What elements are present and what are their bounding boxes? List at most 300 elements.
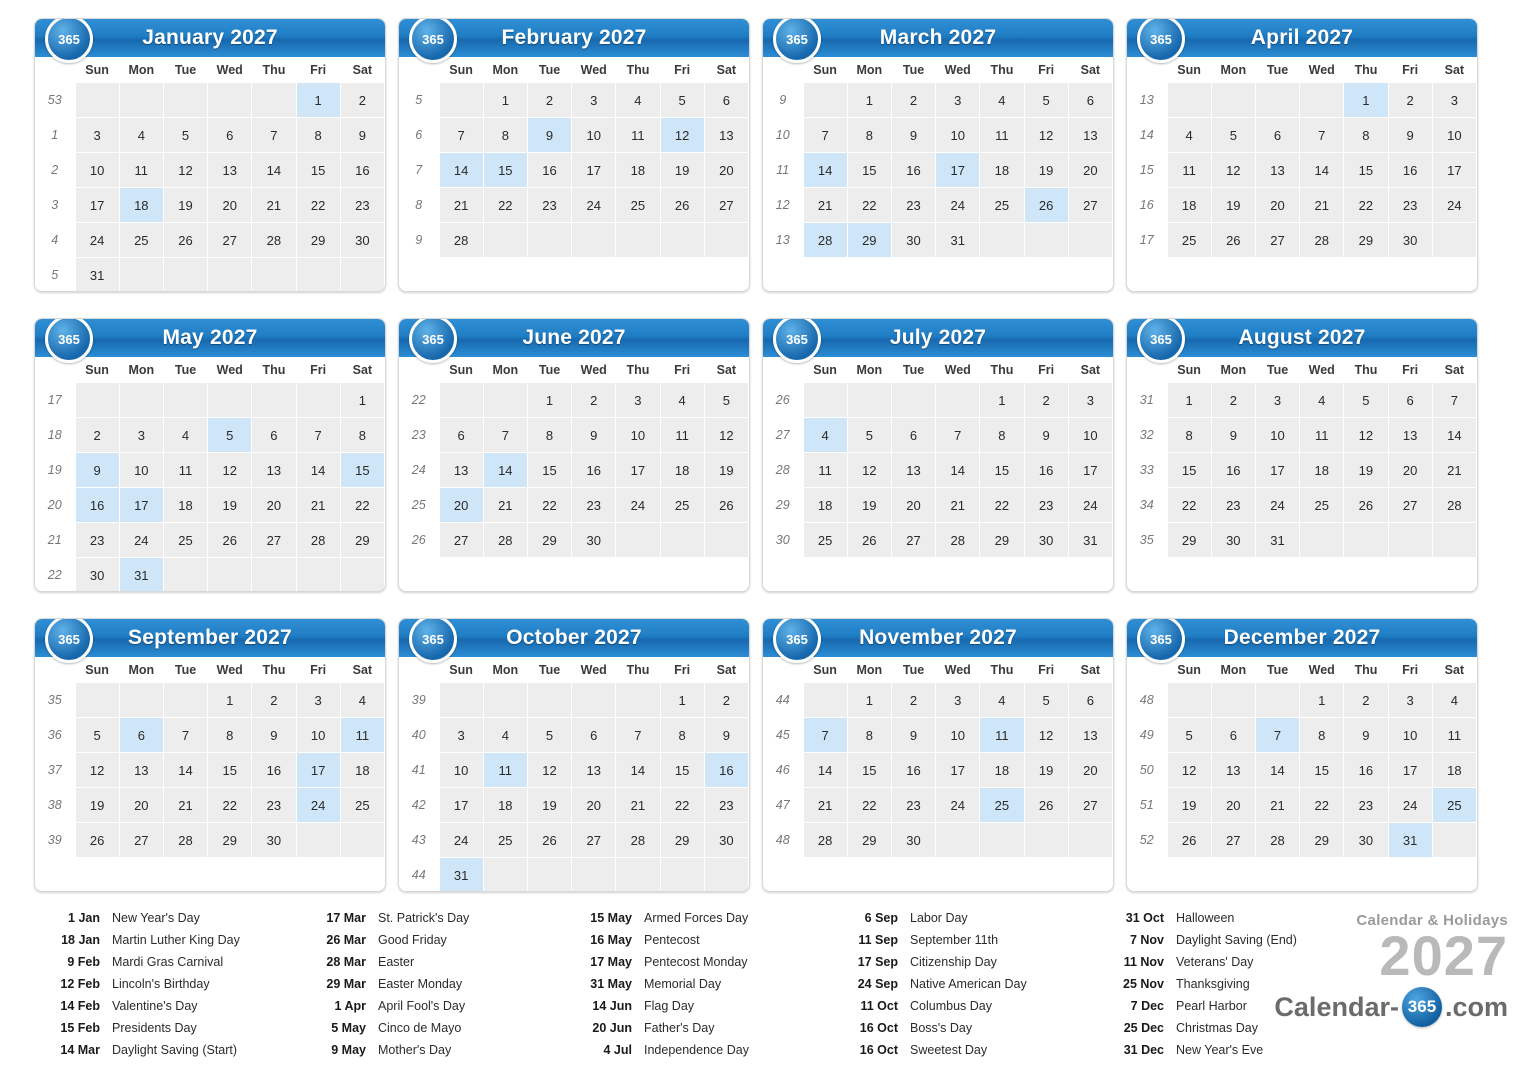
day-cell[interactable]: 12 xyxy=(1024,118,1068,153)
day-cell[interactable]: 26 xyxy=(208,523,252,558)
day-cell[interactable]: 18 xyxy=(340,753,384,788)
day-cell[interactable]: 27 xyxy=(208,223,252,258)
holiday-item[interactable] xyxy=(566,1040,818,1060)
day-cell[interactable]: 16 xyxy=(891,753,935,788)
day-cell[interactable]: 2 xyxy=(1024,383,1068,418)
day-cell[interactable]: 13 xyxy=(1388,418,1432,453)
day-cell[interactable]: 26 xyxy=(847,523,891,558)
day-cell[interactable]: 1 xyxy=(847,83,891,118)
holiday-item[interactable] xyxy=(566,996,818,1016)
day-cell[interactable]: 24 xyxy=(1068,488,1112,523)
day-cell[interactable]: 26 xyxy=(704,488,748,523)
day-cell[interactable]: 26 xyxy=(527,823,571,858)
day-cell[interactable]: 24 xyxy=(936,788,980,823)
day-cell[interactable]: 12 xyxy=(847,453,891,488)
day-cell[interactable]: 22 xyxy=(847,788,891,823)
day-cell[interactable]: 23 xyxy=(75,523,119,558)
day-cell[interactable]: 21 xyxy=(483,488,527,523)
day-cell[interactable]: 13 xyxy=(572,753,616,788)
day-cell[interactable]: 24 xyxy=(936,188,980,223)
day-cell[interactable]: 2 xyxy=(891,683,935,718)
day-cell-holiday[interactable]: 1 xyxy=(296,83,340,118)
day-cell[interactable]: 10 xyxy=(439,753,483,788)
day-cell[interactable]: 29 xyxy=(296,223,340,258)
day-cell[interactable]: 19 xyxy=(208,488,252,523)
holiday-item[interactable] xyxy=(566,930,818,950)
day-cell[interactable]: 28 xyxy=(803,823,847,858)
day-cell[interactable]: 4 xyxy=(980,83,1024,118)
day-cell[interactable]: 25 xyxy=(340,788,384,823)
day-cell-holiday[interactable]: 31 xyxy=(439,858,483,893)
day-cell[interactable]: 7 xyxy=(296,418,340,453)
day-cell[interactable]: 10 xyxy=(1388,718,1432,753)
day-cell[interactable]: 6 xyxy=(572,718,616,753)
day-cell[interactable]: 6 xyxy=(704,83,748,118)
day-cell[interactable]: 23 xyxy=(891,188,935,223)
day-cell[interactable]: 30 xyxy=(704,823,748,858)
day-cell[interactable]: 18 xyxy=(616,153,660,188)
day-cell[interactable]: 19 xyxy=(75,788,119,823)
day-cell[interactable]: 15 xyxy=(1344,153,1388,188)
day-cell[interactable]: 6 xyxy=(1388,383,1432,418)
day-cell[interactable]: 17 xyxy=(616,453,660,488)
day-cell[interactable]: 16 xyxy=(340,153,384,188)
day-cell[interactable]: 6 xyxy=(208,118,252,153)
day-cell[interactable]: 7 xyxy=(803,118,847,153)
day-cell[interactable]: 17 xyxy=(1255,453,1299,488)
day-cell[interactable]: 4 xyxy=(660,383,704,418)
day-cell[interactable]: 10 xyxy=(1068,418,1112,453)
day-cell[interactable]: 12 xyxy=(1211,153,1255,188)
day-cell[interactable]: 30 xyxy=(891,223,935,258)
day-cell[interactable]: 2 xyxy=(572,383,616,418)
day-cell[interactable]: 8 xyxy=(1300,718,1344,753)
day-cell[interactable]: 4 xyxy=(980,683,1024,718)
day-cell[interactable]: 4 xyxy=(616,83,660,118)
day-cell[interactable]: 14 xyxy=(616,753,660,788)
day-cell[interactable]: 25 xyxy=(980,188,1024,223)
day-cell[interactable]: 15 xyxy=(527,453,571,488)
day-cell[interactable]: 4 xyxy=(119,118,163,153)
day-cell[interactable]: 28 xyxy=(483,523,527,558)
holiday-item[interactable] xyxy=(34,1040,286,1060)
day-cell[interactable]: 29 xyxy=(527,523,571,558)
day-cell[interactable]: 6 xyxy=(1068,683,1112,718)
day-cell[interactable]: 20 xyxy=(572,788,616,823)
day-cell[interactable]: 18 xyxy=(1300,453,1344,488)
day-cell[interactable]: 3 xyxy=(1432,83,1476,118)
holiday-item[interactable] xyxy=(566,908,818,928)
day-cell[interactable]: 7 xyxy=(163,718,207,753)
day-cell[interactable]: 7 xyxy=(616,718,660,753)
day-cell[interactable]: 18 xyxy=(483,788,527,823)
day-cell-holiday[interactable]: 14 xyxy=(439,153,483,188)
day-cell[interactable]: 12 xyxy=(75,753,119,788)
day-cell[interactable]: 29 xyxy=(208,823,252,858)
day-cell[interactable]: 28 xyxy=(1255,823,1299,858)
day-cell[interactable]: 19 xyxy=(1211,188,1255,223)
day-cell[interactable]: 22 xyxy=(208,788,252,823)
day-cell[interactable]: 6 xyxy=(252,418,296,453)
day-cell[interactable]: 24 xyxy=(616,488,660,523)
day-cell[interactable]: 31 xyxy=(1068,523,1112,558)
day-cell[interactable]: 29 xyxy=(847,823,891,858)
day-cell-holiday[interactable]: 6 xyxy=(119,718,163,753)
day-cell[interactable]: 26 xyxy=(1344,488,1388,523)
day-cell[interactable]: 13 xyxy=(1068,118,1112,153)
day-cell[interactable]: 5 xyxy=(704,383,748,418)
day-cell[interactable]: 24 xyxy=(1255,488,1299,523)
day-cell[interactable]: 23 xyxy=(1024,488,1068,523)
day-cell-holiday[interactable]: 15 xyxy=(483,153,527,188)
day-cell[interactable]: 6 xyxy=(439,418,483,453)
day-cell[interactable]: 29 xyxy=(660,823,704,858)
day-cell[interactable]: 28 xyxy=(252,223,296,258)
day-cell[interactable]: 28 xyxy=(1432,488,1476,523)
day-cell[interactable]: 29 xyxy=(1300,823,1344,858)
day-cell[interactable]: 1 xyxy=(1300,683,1344,718)
day-cell[interactable]: 9 xyxy=(1344,718,1388,753)
day-cell-holiday[interactable]: 9 xyxy=(527,118,571,153)
day-cell[interactable]: 16 xyxy=(1388,153,1432,188)
holiday-item[interactable] xyxy=(300,996,552,1016)
day-cell-holiday[interactable]: 28 xyxy=(803,223,847,258)
day-cell[interactable]: 17 xyxy=(1068,453,1112,488)
day-cell[interactable]: 30 xyxy=(1024,523,1068,558)
day-cell[interactable]: 15 xyxy=(1167,453,1211,488)
day-cell[interactable]: 27 xyxy=(1211,823,1255,858)
day-cell[interactable]: 27 xyxy=(1068,788,1112,823)
day-cell[interactable]: 2 xyxy=(252,683,296,718)
day-cell[interactable]: 8 xyxy=(847,718,891,753)
day-cell[interactable]: 3 xyxy=(936,83,980,118)
day-cell[interactable]: 23 xyxy=(572,488,616,523)
day-cell[interactable]: 9 xyxy=(704,718,748,753)
day-cell[interactable]: 2 xyxy=(527,83,571,118)
holiday-item[interactable] xyxy=(34,1018,286,1038)
day-cell[interactable]: 27 xyxy=(119,823,163,858)
holiday-item[interactable] xyxy=(832,996,1084,1016)
day-cell[interactable]: 1 xyxy=(1167,383,1211,418)
day-cell[interactable]: 25 xyxy=(803,523,847,558)
day-cell[interactable]: 22 xyxy=(1167,488,1211,523)
day-cell[interactable]: 21 xyxy=(1300,188,1344,223)
day-cell[interactable]: 30 xyxy=(340,223,384,258)
day-cell[interactable]: 21 xyxy=(803,788,847,823)
day-cell[interactable]: 19 xyxy=(1024,753,1068,788)
day-cell[interactable]: 14 xyxy=(296,453,340,488)
day-cell[interactable]: 24 xyxy=(75,223,119,258)
day-cell[interactable]: 5 xyxy=(1024,83,1068,118)
day-cell[interactable]: 16 xyxy=(252,753,296,788)
day-cell[interactable]: 10 xyxy=(75,153,119,188)
holiday-item[interactable] xyxy=(832,1018,1084,1038)
day-cell[interactable]: 16 xyxy=(891,153,935,188)
holiday-item[interactable] xyxy=(34,952,286,972)
day-cell[interactable]: 27 xyxy=(1068,188,1112,223)
holiday-item[interactable] xyxy=(300,974,552,994)
day-cell[interactable]: 8 xyxy=(1344,118,1388,153)
day-cell[interactable]: 26 xyxy=(163,223,207,258)
day-cell[interactable]: 17 xyxy=(1432,153,1476,188)
day-cell[interactable]: 21 xyxy=(1255,788,1299,823)
day-cell[interactable]: 9 xyxy=(891,718,935,753)
day-cell[interactable]: 8 xyxy=(660,718,704,753)
day-cell[interactable]: 4 xyxy=(1432,683,1476,718)
day-cell[interactable]: 10 xyxy=(1432,118,1476,153)
day-cell[interactable]: 10 xyxy=(1255,418,1299,453)
day-cell[interactable]: 23 xyxy=(891,788,935,823)
day-cell[interactable]: 5 xyxy=(1211,118,1255,153)
holiday-item[interactable] xyxy=(566,1018,818,1038)
day-cell-holiday[interactable]: 7 xyxy=(803,718,847,753)
day-cell[interactable]: 20 xyxy=(1255,188,1299,223)
holiday-item[interactable] xyxy=(300,908,552,928)
day-cell-holiday[interactable]: 26 xyxy=(1024,188,1068,223)
day-cell[interactable]: 14 xyxy=(803,753,847,788)
day-cell[interactable]: 3 xyxy=(296,683,340,718)
day-cell[interactable]: 4 xyxy=(1300,383,1344,418)
day-cell[interactable]: 31 xyxy=(936,223,980,258)
day-cell[interactable]: 5 xyxy=(163,118,207,153)
day-cell[interactable]: 22 xyxy=(847,188,891,223)
day-cell[interactable]: 15 xyxy=(980,453,1024,488)
day-cell[interactable]: 12 xyxy=(1167,753,1211,788)
day-cell[interactable]: 27 xyxy=(704,188,748,223)
day-cell[interactable]: 3 xyxy=(1388,683,1432,718)
day-cell[interactable]: 5 xyxy=(660,83,704,118)
day-cell[interactable]: 3 xyxy=(439,718,483,753)
day-cell[interactable]: 23 xyxy=(1344,788,1388,823)
day-cell[interactable]: 4 xyxy=(1167,118,1211,153)
day-cell-holiday[interactable]: 17 xyxy=(296,753,340,788)
day-cell[interactable]: 18 xyxy=(980,753,1024,788)
day-cell[interactable]: 31 xyxy=(1255,523,1299,558)
day-cell[interactable]: 15 xyxy=(660,753,704,788)
day-cell[interactable]: 22 xyxy=(1300,788,1344,823)
day-cell[interactable]: 8 xyxy=(483,118,527,153)
day-cell[interactable]: 14 xyxy=(1432,418,1476,453)
day-cell[interactable]: 15 xyxy=(847,153,891,188)
day-cell[interactable]: 21 xyxy=(1432,453,1476,488)
day-cell[interactable]: 19 xyxy=(1344,453,1388,488)
day-cell[interactable]: 7 xyxy=(483,418,527,453)
day-cell[interactable]: 20 xyxy=(119,788,163,823)
day-cell[interactable]: 18 xyxy=(803,488,847,523)
day-cell[interactable]: 2 xyxy=(1388,83,1432,118)
holiday-item[interactable] xyxy=(832,908,1084,928)
day-cell[interactable]: 21 xyxy=(296,488,340,523)
day-cell[interactable]: 11 xyxy=(119,153,163,188)
holiday-item[interactable] xyxy=(832,974,1084,994)
day-cell[interactable]: 30 xyxy=(75,558,119,593)
day-cell[interactable]: 4 xyxy=(340,683,384,718)
day-cell[interactable]: 2 xyxy=(1211,383,1255,418)
day-cell-holiday[interactable]: 11 xyxy=(340,718,384,753)
day-cell[interactable]: 25 xyxy=(616,188,660,223)
holiday-item[interactable] xyxy=(34,908,286,928)
day-cell[interactable]: 3 xyxy=(616,383,660,418)
day-cell[interactable]: 11 xyxy=(163,453,207,488)
day-cell[interactable]: 21 xyxy=(163,788,207,823)
day-cell[interactable]: 12 xyxy=(1024,718,1068,753)
day-cell[interactable]: 8 xyxy=(1167,418,1211,453)
day-cell-holiday[interactable]: 12 xyxy=(660,118,704,153)
day-cell[interactable]: 20 xyxy=(252,488,296,523)
holiday-item[interactable] xyxy=(300,930,552,950)
day-cell[interactable]: 9 xyxy=(1024,418,1068,453)
day-cell[interactable]: 28 xyxy=(616,823,660,858)
day-cell[interactable]: 12 xyxy=(163,153,207,188)
day-cell[interactable]: 13 xyxy=(1255,153,1299,188)
day-cell[interactable]: 14 xyxy=(936,453,980,488)
day-cell[interactable]: 13 xyxy=(891,453,935,488)
holiday-item[interactable] xyxy=(832,1040,1084,1060)
day-cell[interactable]: 30 xyxy=(572,523,616,558)
day-cell[interactable]: 2 xyxy=(1344,683,1388,718)
day-cell[interactable]: 16 xyxy=(1211,453,1255,488)
day-cell[interactable]: 25 xyxy=(163,523,207,558)
day-cell[interactable]: 15 xyxy=(208,753,252,788)
day-cell[interactable]: 7 xyxy=(1432,383,1476,418)
day-cell[interactable]: 13 xyxy=(119,753,163,788)
day-cell[interactable]: 13 xyxy=(252,453,296,488)
day-cell[interactable]: 12 xyxy=(208,453,252,488)
day-cell[interactable]: 7 xyxy=(439,118,483,153)
day-cell[interactable]: 22 xyxy=(296,188,340,223)
day-cell[interactable]: 27 xyxy=(572,823,616,858)
day-cell[interactable]: 22 xyxy=(1344,188,1388,223)
day-cell[interactable]: 20 xyxy=(1211,788,1255,823)
day-cell[interactable]: 7 xyxy=(252,118,296,153)
day-cell[interactable]: 24 xyxy=(1388,788,1432,823)
day-cell[interactable]: 21 xyxy=(616,788,660,823)
day-cell[interactable]: 23 xyxy=(704,788,748,823)
day-cell[interactable]: 3 xyxy=(75,118,119,153)
day-cell[interactable]: 2 xyxy=(75,418,119,453)
day-cell[interactable]: 16 xyxy=(572,453,616,488)
day-cell[interactable]: 5 xyxy=(75,718,119,753)
day-cell[interactable]: 17 xyxy=(572,153,616,188)
day-cell[interactable]: 30 xyxy=(1388,223,1432,258)
day-cell[interactable]: 9 xyxy=(340,118,384,153)
day-cell[interactable]: 11 xyxy=(1432,718,1476,753)
day-cell[interactable]: 20 xyxy=(1068,153,1112,188)
day-cell[interactable]: 19 xyxy=(1024,153,1068,188)
day-cell[interactable]: 10 xyxy=(616,418,660,453)
day-cell-holiday[interactable]: 9 xyxy=(75,453,119,488)
day-cell-holiday[interactable]: 7 xyxy=(1255,718,1299,753)
day-cell[interactable]: 22 xyxy=(660,788,704,823)
day-cell[interactable]: 8 xyxy=(208,718,252,753)
day-cell-holiday[interactable]: 11 xyxy=(980,718,1024,753)
holiday-item[interactable] xyxy=(566,952,818,972)
day-cell[interactable]: 23 xyxy=(1388,188,1432,223)
day-cell-holiday[interactable]: 31 xyxy=(1388,823,1432,858)
day-cell[interactable]: 29 xyxy=(980,523,1024,558)
day-cell[interactable]: 30 xyxy=(1211,523,1255,558)
day-cell[interactable]: 25 xyxy=(660,488,704,523)
day-cell[interactable]: 29 xyxy=(1167,523,1211,558)
day-cell[interactable]: 17 xyxy=(75,188,119,223)
day-cell[interactable]: 11 xyxy=(980,118,1024,153)
day-cell[interactable]: 31 xyxy=(75,258,119,293)
day-cell[interactable]: 1 xyxy=(660,683,704,718)
holiday-item[interactable] xyxy=(566,974,818,994)
holiday-item[interactable] xyxy=(1098,1040,1350,1060)
day-cell[interactable]: 1 xyxy=(847,683,891,718)
day-cell[interactable]: 22 xyxy=(340,488,384,523)
day-cell[interactable]: 11 xyxy=(616,118,660,153)
holiday-item[interactable] xyxy=(34,996,286,1016)
day-cell[interactable]: 21 xyxy=(252,188,296,223)
day-cell[interactable]: 18 xyxy=(660,453,704,488)
site-logo[interactable] xyxy=(1188,987,1508,1027)
day-cell[interactable]: 19 xyxy=(660,153,704,188)
day-cell[interactable]: 13 xyxy=(1211,753,1255,788)
day-cell[interactable]: 20 xyxy=(1388,453,1432,488)
day-cell[interactable]: 14 xyxy=(252,153,296,188)
day-cell[interactable]: 3 xyxy=(119,418,163,453)
day-cell[interactable]: 30 xyxy=(891,823,935,858)
day-cell[interactable]: 16 xyxy=(1344,753,1388,788)
day-cell[interactable]: 17 xyxy=(936,753,980,788)
day-cell[interactable]: 5 xyxy=(847,418,891,453)
day-cell-holiday[interactable]: 16 xyxy=(75,488,119,523)
day-cell[interactable]: 29 xyxy=(1344,223,1388,258)
day-cell[interactable]: 27 xyxy=(1255,223,1299,258)
day-cell[interactable]: 23 xyxy=(1211,488,1255,523)
day-cell[interactable]: 27 xyxy=(252,523,296,558)
day-cell[interactable]: 27 xyxy=(891,523,935,558)
day-cell[interactable]: 13 xyxy=(1068,718,1112,753)
day-cell[interactable]: 10 xyxy=(119,453,163,488)
day-cell[interactable]: 18 xyxy=(980,153,1024,188)
day-cell[interactable]: 16 xyxy=(1024,453,1068,488)
day-cell[interactable]: 6 xyxy=(891,418,935,453)
day-cell[interactable]: 26 xyxy=(1024,788,1068,823)
day-cell[interactable]: 1 xyxy=(483,83,527,118)
day-cell[interactable]: 23 xyxy=(340,188,384,223)
day-cell[interactable]: 11 xyxy=(1167,153,1211,188)
day-cell[interactable]: 20 xyxy=(208,188,252,223)
day-cell[interactable]: 18 xyxy=(1167,188,1211,223)
day-cell[interactable]: 9 xyxy=(1388,118,1432,153)
day-cell-holiday[interactable]: 16 xyxy=(704,753,748,788)
day-cell[interactable]: 26 xyxy=(660,188,704,223)
day-cell[interactable]: 18 xyxy=(163,488,207,523)
day-cell-holiday[interactable]: 5 xyxy=(208,418,252,453)
day-cell[interactable]: 19 xyxy=(1167,788,1211,823)
day-cell[interactable]: 8 xyxy=(296,118,340,153)
day-cell[interactable]: 1 xyxy=(527,383,571,418)
day-cell[interactable]: 17 xyxy=(1388,753,1432,788)
day-cell[interactable]: 30 xyxy=(252,823,296,858)
day-cell[interactable]: 5 xyxy=(1167,718,1211,753)
day-cell[interactable]: 19 xyxy=(163,188,207,223)
day-cell[interactable]: 6 xyxy=(1255,118,1299,153)
day-cell-holiday[interactable]: 1 xyxy=(1344,83,1388,118)
day-cell[interactable]: 27 xyxy=(1388,488,1432,523)
day-cell[interactable]: 10 xyxy=(296,718,340,753)
day-cell[interactable]: 25 xyxy=(483,823,527,858)
day-cell[interactable]: 9 xyxy=(252,718,296,753)
day-cell[interactable]: 2 xyxy=(340,83,384,118)
day-cell[interactable]: 6 xyxy=(1211,718,1255,753)
day-cell[interactable]: 11 xyxy=(660,418,704,453)
day-cell[interactable]: 26 xyxy=(1167,823,1211,858)
day-cell[interactable]: 20 xyxy=(1068,753,1112,788)
